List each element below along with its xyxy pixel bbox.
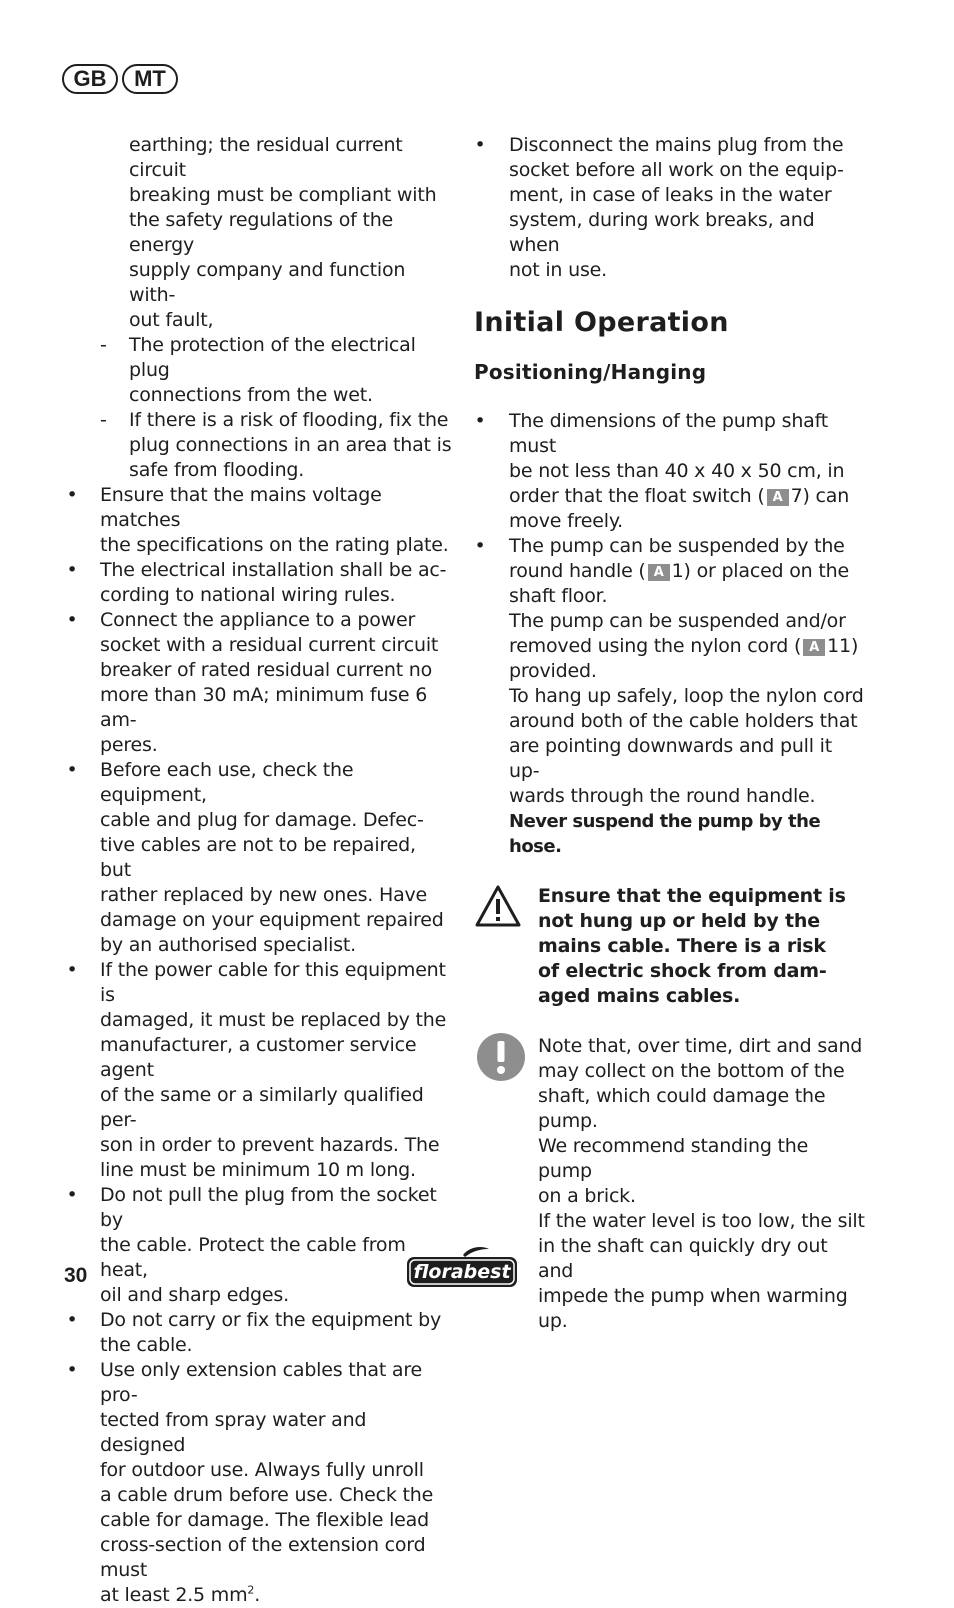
- text-line: cross-section of the extension cord must: [100, 1534, 426, 1581]
- bullet-marker: •: [66, 609, 78, 631]
- text-line: breaking must be compliant with: [129, 184, 437, 206]
- note-text-water-level: [538, 1209, 866, 1334]
- text-line: not in use.: [509, 259, 607, 281]
- language-badges: [62, 64, 178, 94]
- warning-triangle-icon: [474, 884, 522, 935]
- text-line: ment, in case of leaks in the water: [509, 184, 832, 206]
- figure-a-label: A: [648, 564, 670, 581]
- note-block: [474, 1034, 866, 1334]
- bullet-text-last: at least 2.5 mm: [100, 1584, 248, 1606]
- dash-marker: -: [100, 334, 107, 356]
- never-suspend-text: Never suspend the pump by the hose.: [509, 811, 821, 857]
- text-line: breaker of rated residual current no: [100, 659, 433, 681]
- bullet-text: [509, 134, 844, 281]
- nylon-cord-text: The pump can be suspended and/or removed using the nylon cord ( A 11) provided.: [509, 610, 859, 682]
- text-line: Connect the appliance to a power: [100, 609, 416, 631]
- warning-block: [474, 884, 866, 1009]
- bullet-text: [100, 759, 444, 956]
- bullet-marker: •: [474, 410, 486, 432]
- bullet-marker: •: [66, 1184, 78, 1206]
- language-badge-mt: MT: [122, 64, 178, 94]
- brand-logo-text: florabest: [413, 1261, 511, 1283]
- bullet-marker: •: [474, 535, 486, 557]
- text-line: of the same or a similarly qualified per-: [100, 1084, 424, 1131]
- bullet-carry-cable: [64, 1308, 452, 1358]
- text-line: connections from the wet.: [129, 384, 373, 406]
- text-line: Use only extension cables that are pro-: [100, 1359, 423, 1406]
- brand-logo: [405, 1245, 519, 1293]
- warning-text: [538, 884, 866, 1009]
- text-line: Ensure that the mains voltage matches: [100, 484, 382, 531]
- bullet-text: The pump can be suspended by the round handle ( A 1) or placed on the shaft floor.: [509, 535, 849, 607]
- continued-text: [64, 133, 452, 333]
- bullet-text: [100, 1359, 433, 1606]
- text-line: manufacturer, a customer service agent: [100, 1034, 417, 1081]
- sub-item-protection: [64, 333, 452, 408]
- text-line: in the shaft can quickly dry out and: [538, 1235, 828, 1282]
- text-line: supply company and function with-: [129, 259, 406, 306]
- text-line: wards through the round handle.: [509, 785, 816, 807]
- text-line: the cable.: [100, 1334, 193, 1356]
- text-line: by an authorised specialist.: [100, 934, 357, 956]
- text-line: around both of the cable holders that: [509, 710, 858, 732]
- bullet-text: [100, 609, 438, 756]
- text-line: If there is a risk of flooding, fix the: [129, 409, 449, 431]
- text-line: To hang up safely, loop the nylon cord: [509, 685, 864, 707]
- text-line: Do not pull the plug from the socket by: [100, 1184, 437, 1231]
- figure-a-label: A: [767, 489, 789, 506]
- text-line: mains cable. There is a risk: [538, 935, 826, 957]
- text-line: cording to national wiring rules.: [100, 584, 396, 606]
- bullet-marker: •: [66, 759, 78, 781]
- text-line: system, during work breaks, and when: [509, 209, 815, 256]
- text-line: son in order to prevent hazards. The: [100, 1134, 440, 1156]
- text-line: plug connections in an area that is: [129, 434, 452, 456]
- bullet-marker: •: [66, 484, 78, 506]
- text-line: up.: [538, 1310, 568, 1332]
- text-line: the specifications on the rating plate.: [100, 534, 449, 556]
- bullet-mains-voltage: [64, 483, 452, 558]
- text-line: cable for damage. The flexible lead: [100, 1509, 429, 1531]
- bullet-marker: •: [66, 1309, 78, 1331]
- text-line: If the power cable for this equipment is: [100, 959, 446, 1006]
- bullet-text-lines: [100, 1359, 433, 1581]
- right-column: [474, 133, 866, 1334]
- bullet-disconnect: [474, 133, 866, 283]
- text-line: cable and plug for damage. Defec-: [100, 809, 424, 831]
- text-line: Disconnect the mains plug from the: [509, 134, 844, 156]
- bullet-text: [100, 1309, 441, 1356]
- section-subheading: Positioning/Hanging: [474, 360, 707, 384]
- bullet-extension-cables: [64, 1358, 452, 1608]
- bullet-suspend: [474, 534, 866, 609]
- left-column: [64, 133, 452, 1608]
- bullet-power-cable: [64, 958, 452, 1183]
- text-line: The electrical installation shall be ac-: [100, 559, 447, 581]
- text-line: If the water level is too low, the silt: [538, 1210, 865, 1232]
- section-heading: Initial Operation: [474, 307, 729, 338]
- text-line: earthing; the residual current circuit: [129, 134, 403, 181]
- page-number: 30: [64, 1264, 88, 1287]
- text-line: tive cables are not to be repaired, but: [100, 834, 416, 881]
- text-line: the safety regulations of the energy: [129, 209, 394, 256]
- bullet-marker: •: [474, 134, 486, 156]
- text-line: damage on your equipment repaired: [100, 909, 444, 931]
- text-line: shaft, which could damage the: [538, 1085, 826, 1107]
- bullet-marker: •: [66, 559, 78, 581]
- hang-safely-text: [474, 684, 866, 809]
- text-line: are pointing downwards and pull it up-: [509, 735, 832, 782]
- text-line: Before each use, check the equipment,: [100, 759, 354, 806]
- bullet-pull-plug: [64, 1183, 452, 1308]
- text-line: The protection of the electrical plug: [129, 334, 416, 381]
- florabest-logo-graphic: [405, 1245, 519, 1289]
- text-line: impede the pump when warming: [538, 1285, 848, 1307]
- text-line: a cable drum before use. Check the: [100, 1484, 434, 1506]
- text-line: the cable. Protect the cable from heat,: [100, 1234, 406, 1281]
- superscript: 2: [247, 1583, 255, 1597]
- text-line: damaged, it must be replaced by the: [100, 1009, 447, 1031]
- bullet-text: [100, 959, 446, 1181]
- text-line: socket with a residual current circuit: [100, 634, 439, 656]
- bullet-dimensions: [474, 409, 866, 534]
- sub-item-text: [129, 409, 451, 481]
- text-line: rather replaced by new ones. Have: [100, 884, 428, 906]
- text-line: of electric shock from dam-: [538, 960, 827, 982]
- exclamation-circle-icon: [476, 1032, 526, 1089]
- bullet-text-end: .: [254, 1584, 261, 1606]
- text-line: may collect on the bottom of the: [538, 1060, 845, 1082]
- text-line: not hung up or held by the: [538, 910, 820, 932]
- text-line: aged mains cables.: [538, 985, 741, 1007]
- bullet-marker: •: [66, 959, 78, 981]
- text-line: peres.: [100, 734, 158, 756]
- sub-item-text: [129, 334, 416, 406]
- text-line: We recommend standing the pump: [538, 1135, 809, 1182]
- bullet-marker: •: [66, 1359, 78, 1381]
- text-line: safe from flooding.: [129, 459, 305, 481]
- sub-item-flooding: [64, 408, 452, 483]
- text-line: Ensure that the equipment is: [538, 885, 846, 907]
- bullet-check-damage: [64, 758, 452, 958]
- bullet-text: [100, 559, 446, 606]
- bullet-wiring-rules: [64, 558, 452, 608]
- text-line: Do not carry or fix the equipment by: [100, 1309, 442, 1331]
- text-line: pump.: [538, 1110, 598, 1132]
- text-line: Note that, over time, dirt and sand: [538, 1035, 863, 1057]
- text-line: on a brick.: [538, 1185, 636, 1207]
- text-line: out fault,: [129, 309, 214, 331]
- figure-a-label: A: [803, 639, 825, 656]
- text-line: for outdoor use. Always fully unroll: [100, 1459, 424, 1481]
- bullet-text: [100, 484, 449, 556]
- bullet-power-socket: [64, 608, 452, 758]
- bullet-text: [100, 1184, 437, 1306]
- note-text-dirt: [538, 1034, 866, 1134]
- note-text-brick: [538, 1134, 866, 1209]
- text-line: socket before all work on the equip-: [509, 159, 844, 181]
- bullet-text: The dimensions of the pump shaft must be not less than 40 x 40 x 50 cm, in order that the float switch ( A 7) can move freely.: [509, 410, 850, 532]
- text-line: line must be minimum 10 m long.: [100, 1159, 416, 1181]
- text-line: tected from spray water and designed: [100, 1409, 367, 1456]
- text-line: oil and sharp edges.: [100, 1284, 289, 1306]
- dash-marker: -: [100, 409, 107, 431]
- text-line: more than 30 mA; minimum fuse 6 am-: [100, 684, 428, 731]
- language-badge-gb: GB: [62, 64, 118, 94]
